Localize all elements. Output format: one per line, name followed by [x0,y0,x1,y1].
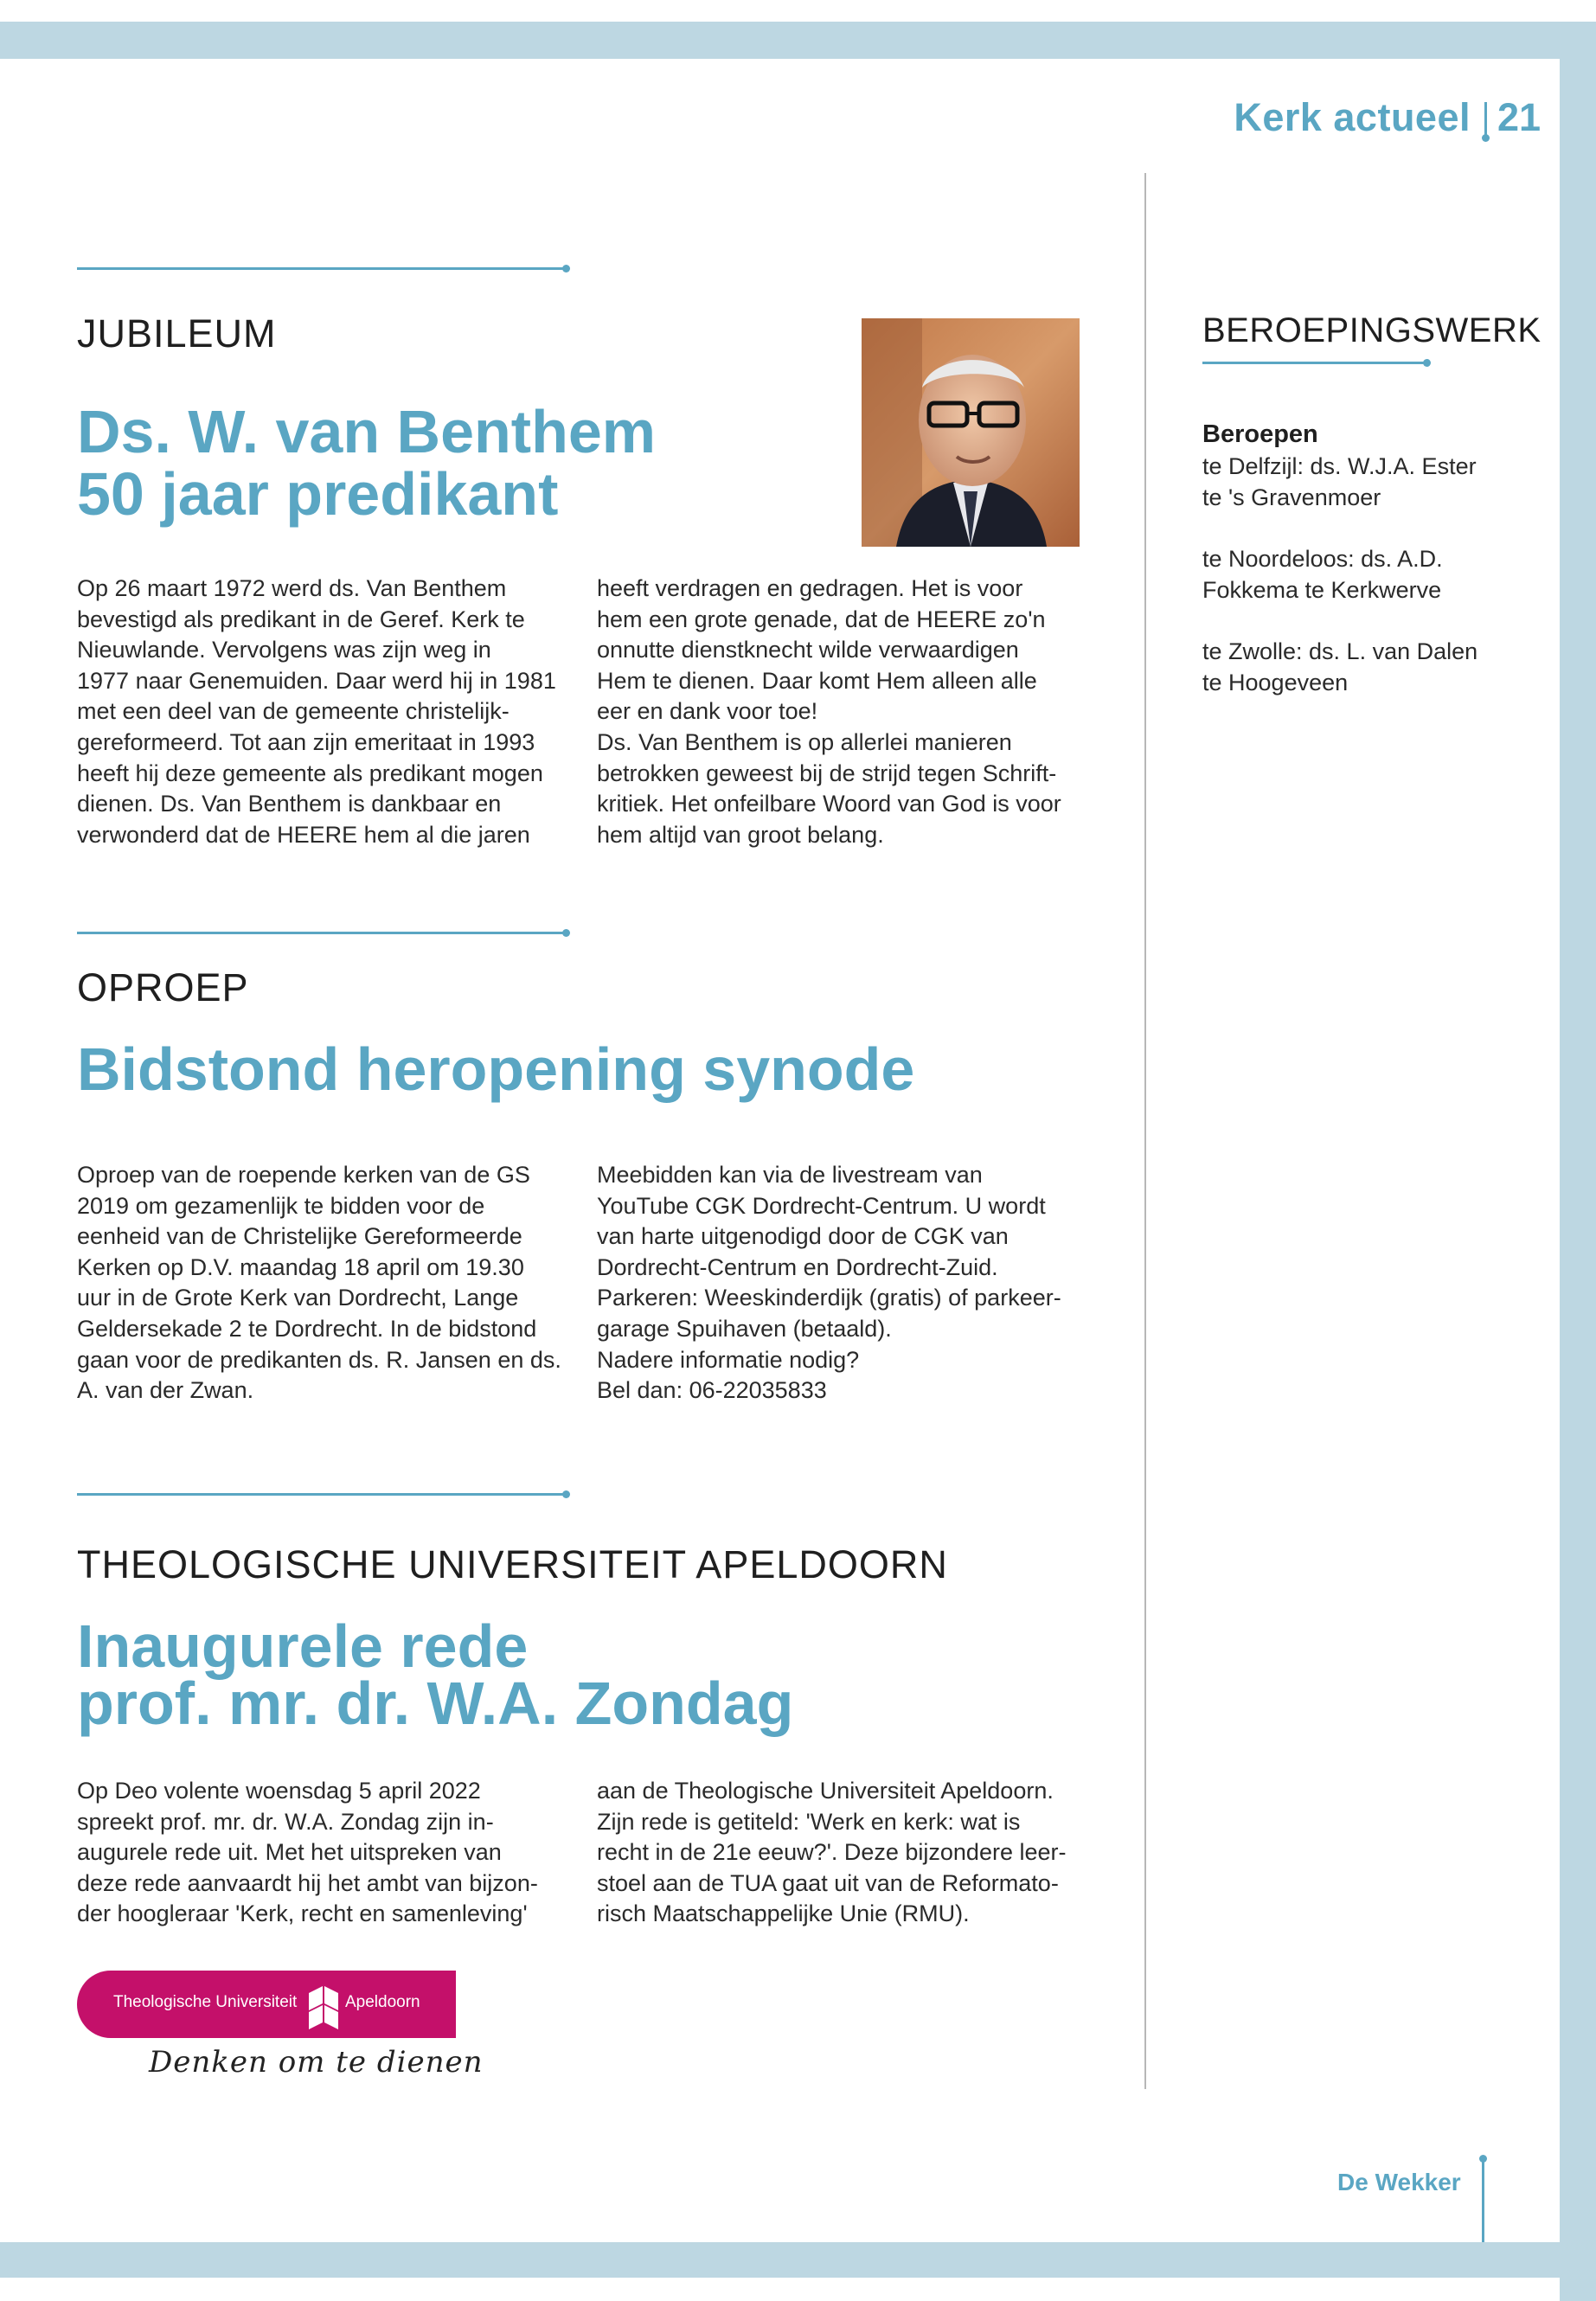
article-column-2: aan de Theologische Universiteit Apeldoorn. Zijn rede is getiteld: 'Werk en kerk: wat is recht in de 21e eeuw?'. Deze bijzondere leer- stoel aan de TUA gaat uit van de Reformato- risch Maatschappelijke Unie (RMU). [597,1778,1067,1927]
section-title: Kerk actueel [1234,95,1471,139]
header-divider-dot [1482,134,1490,142]
frame-bottom-border [0,2242,1596,2278]
magazine-name: De Wekker [1337,2169,1461,2195]
article-rule [77,267,567,270]
sidebar-entry: te Noordeloos: ds. A.D. Fokkema te Kerkwerve [1202,546,1443,603]
page-number: 21 [1497,95,1542,139]
sidebar-entry: te Delfzijl: ds. W.J.A. Ester te 's Gravenmoer [1202,453,1477,510]
headline-line: Ds. W. van Benthem [77,398,657,465]
book-cross-icon [304,1977,343,2031]
article-headline [77,1035,915,1103]
tua-logo [77,1971,456,2038]
author-portrait-photo [862,318,1080,547]
sidebar-rule [1202,362,1427,364]
headline-line: Bidstond heropening synode [77,1035,915,1103]
frame-top-border [0,22,1596,59]
article-headline [77,1612,794,1737]
sidebar-heading: BEROEPINGSWERK [1202,311,1542,349]
article-kicker: THEOLOGISCHE UNIVERSITEIT APELDOORN [77,1542,948,1586]
logo-text-left: Theologische Universiteit [113,1993,298,2011]
article-column-2: Meebidden kan via de livestream van YouTube CGK Dordrecht-Centrum. U wordt van harte uitgenodigd door de CGK van Dordrecht-Centrum en Dordrecht-Zuid. Parkeren: Weeskinderdijk (gratis) of parkeer- garage Spuihaven (betaald). Nadere informatie nodig? Bel dan: 06-22035833 [597,1162,1061,1404]
headline-line: 50 jaar predikant [77,460,559,528]
sidebar-title: Beroepen [1202,420,1318,448]
header-divider [1484,102,1487,138]
sidebar-entry: te Zwolle: ds. L. van Dalen te Hoogeveen [1202,638,1478,695]
headline-line: prof. mr. dr. W.A. Zondag [77,1670,794,1737]
footer-divider [1482,2159,1484,2242]
frame-right-border [1560,22,1596,2301]
logo-text-right: Apeldoorn [345,1993,420,2011]
headline-line: Inaugurele rede [77,1612,529,1680]
article-column-1: Op Deo volente woensdag 5 april 2022 spreekt prof. mr. dr. W.A. Zondag zijn in- augurele rede uit. Met het uitspreken van deze rede aanvaardt hij het ambt van bijzon- der hoogleraar 'Kerk, recht en samenleving' [77,1778,538,1927]
article-rule [77,1493,567,1496]
column-divider [1144,173,1146,2089]
article-column-2: heeft verdragen en gedragen. Het is voor hem een grote genade, dat de HEERE zo'n onnutte dienstknecht wilde verwaardigen Hem te dienen. Daar komt Hem alleen alle eer en dank voor toe! Ds. Van Benthem is op allerlei manieren betrokken geweest bij de strijd tegen Schrift- kritiek. Het onfeilbare Woord van God is voor hem altijd van groot belang. [597,575,1061,848]
article-column-1: Op 26 maart 1972 werd ds. Van Benthem bevestigd als predikant in de Geref. Kerk te Nieuwlande. Vervolgens was zijn weg in 1977 naar Genemuiden. Daar werd hij in 1981 met een deel van de gemeente christelijk- gereformeerd. Tot aan zijn emeritaat in 1993 heeft hij deze gemeente als predikant mogen dienen. Ds. Van Benthem is dankbaar en verwonderd dat de HEERE hem al die jaren [77,575,556,848]
article-kicker: OPROEP [77,965,249,1009]
article-kicker: JUBILEUM [77,311,277,356]
logo-tagline: Denken om te dienen [149,2045,484,2080]
article-headline [77,398,657,528]
article-column-1: Oproep van de roepende kerken van de GS 2019 om gezamenlijk te bidden voor de eenheid van de Christelijke Gereformeerde Kerken op D.V. maandag 18 april om 19.30 uur in de Grote Kerk van Dordrecht, Lange Geldersekade 2 te Dordrecht. In de bidstond gaan voor de predikanten ds. R. Jansen en ds. A. van der Zwan. [77,1162,561,1404]
article-rule [77,932,567,934]
